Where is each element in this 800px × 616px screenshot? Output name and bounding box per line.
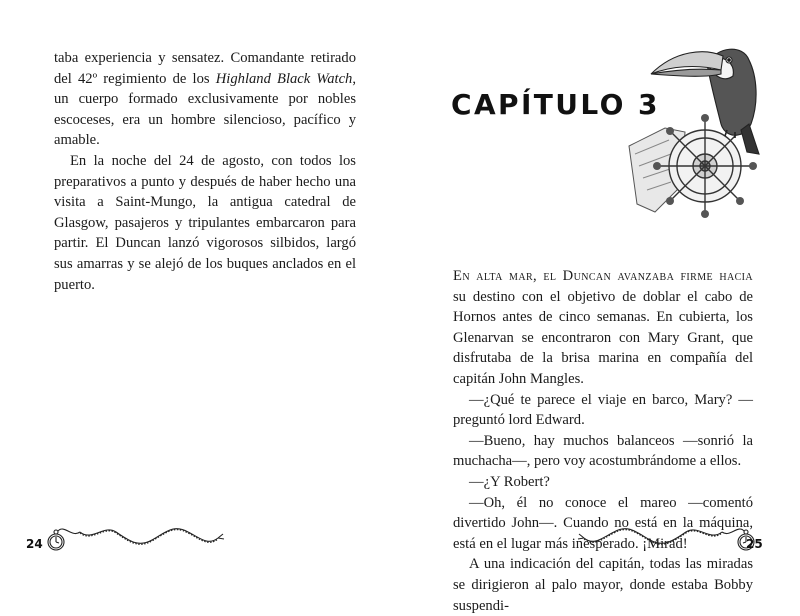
page-number: 25 [746,537,763,551]
paragraph-continued: taba experiencia y sensatez. Comandante retirado del 42º regimiento de los Highland Black Watch, un cuerpo formado exclusivamente por nobles escoceses, era un hombre silencioso, pacífico y amable. [54,50,357,149]
dialogue-line: —¿Y Robert? [469,473,550,490]
chapter-title: CAPÍTULO 3 [451,88,660,121]
opening-smallcaps: En alta mar, el Duncan avanzaba firme hacia [453,268,753,284]
left-page-text [54,48,356,295]
pocket-watch-chain-icon [560,518,760,558]
dialogue-line: —Oh, él no conoce el mareo —comentó divertido John—. Cuando no está en la máquina, está en el lugar más inesperado. ¡Mirad! [453,494,753,552]
right-page-text [453,266,753,616]
page-number: 24 [26,537,43,551]
regiment-name: Highland Black Watch [215,70,353,87]
right-page [400,0,800,614]
dialogue-line: —Bueno, hay muchos balanceos —sonrió la muchacha—, pero voy acostumbrándome a ellos. [453,432,753,470]
dialogue-line: —¿Qué te parece el viaje en barco, Mary? —preguntó lord Edward. [453,391,753,429]
left-page [0,0,400,593]
paragraph: A una indicación del capitán, todas las miradas se dirigieron al palo mayor, donde estaba Bobby suspendi- [453,556,753,614]
pocket-watch-chain-icon [42,518,242,558]
paragraph: En la noche del 24 de agosto, con todos los preparativos a punto y después de haber hecho una visita a Saint-Mungo, la antigua catedral de Glasgow, pasajeros y tripulantes embarcaron para partir. El Duncan lanzó vigorosos silbidos, largó sus amarras y se alejó de los buques anclados en el puerto. [54,152,356,293]
opening-paragraph: En alta mar, el Duncan avanzaba firme hacia su destino con el objetivo de doblar el cabo de Hornos antes de cinco semanas. En cubierta, los Glenarvan se encontraron con Mary Grant, que disfrutaba de la brisa marina en compañía del capitán John Mangles. [453,268,753,387]
toucan-ships-wheel-icon [625,36,775,226]
